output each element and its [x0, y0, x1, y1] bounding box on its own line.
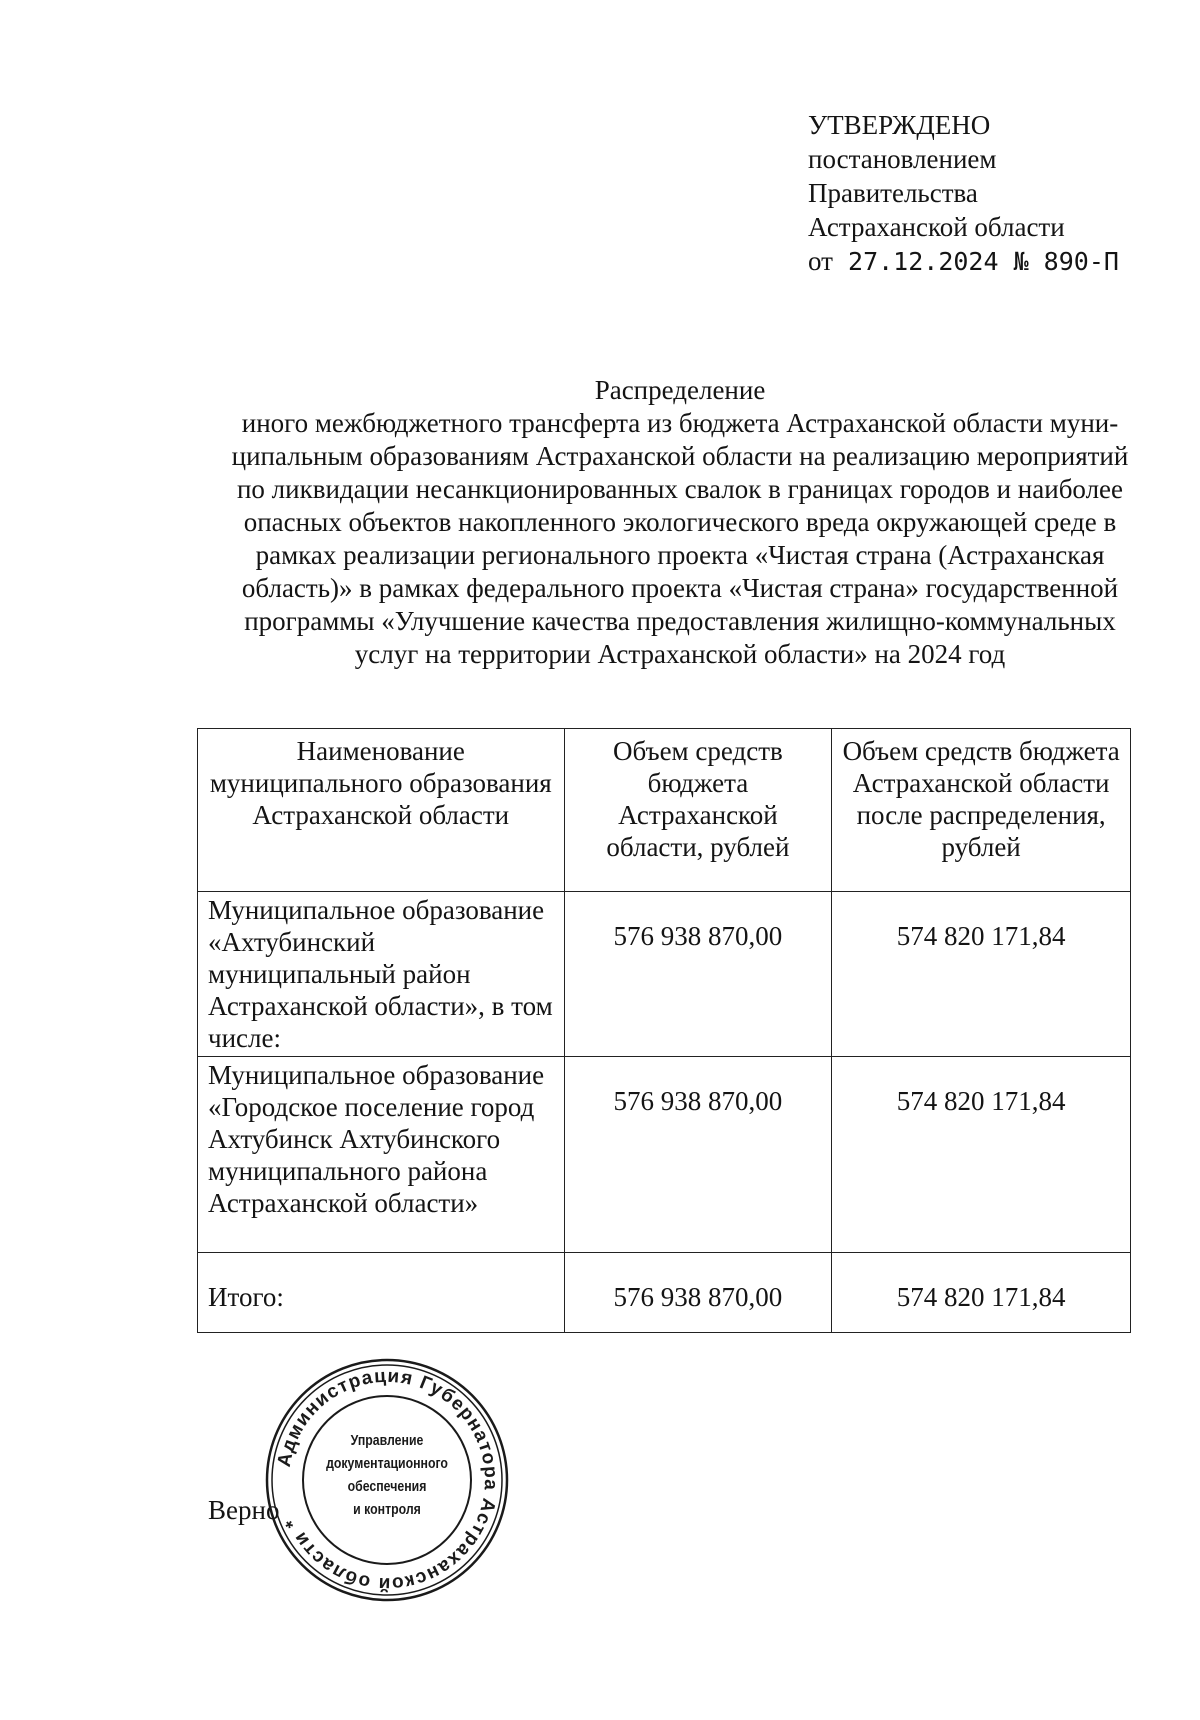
approval-date-line [808, 244, 1119, 279]
row-after-value: 574 820 171,84 [832, 1057, 1131, 1253]
row-municipality-name: Муниципальное образование «Ахтубинский муниципальный район Астраханской области», в том числе: [198, 892, 565, 1057]
table-header-row [198, 729, 1131, 892]
title-line: опасных объектов накопленного экологического вреда окружающей среде в [243, 507, 1117, 537]
row-budget-value: 576 938 870,00 [564, 892, 832, 1057]
stamp-center-text [319, 1429, 455, 1521]
title-line: услуг на территории Астраханской области» на 2024 год [354, 639, 1006, 669]
stamp-ring-text: Администрация Губернатора Астраханской области * [273, 1365, 502, 1595]
approval-status: УТВЕРЖДЕНО [808, 110, 991, 140]
approval-line-2: Правительства [808, 178, 978, 208]
header-budget: Объем средств бюджета Астраханской области, рублей [564, 729, 832, 892]
row-municipality-name: Муниципальное образование «Городское поселение город Ахтубинск Ахтубинского муниципального района Астраханской области» [198, 1057, 565, 1253]
approval-date-number: 27.12.2024 № 890-П [848, 247, 1119, 276]
table-total-row [198, 1253, 1131, 1333]
row-after-value: 574 820 171,84 [832, 892, 1131, 1057]
total-after-value: 574 820 171,84 [832, 1253, 1131, 1333]
title-line: рамках реализации регионального проекта «Чистая страна (Астраханская [255, 540, 1105, 570]
stamp-center-line: обеспечения [347, 1478, 427, 1495]
approval-line-1: постановлением [808, 144, 997, 174]
approval-block [808, 108, 1119, 279]
title-line: программы «Улучшение качества предоставления жилищно-коммунальных [244, 606, 1116, 636]
stamp-center-line: Управление [350, 1432, 424, 1449]
official-stamp [264, 1357, 510, 1603]
verno-label: Верно [208, 1495, 280, 1525]
stamp-center-line: и контроля [353, 1501, 421, 1518]
distribution-table [197, 728, 1131, 1333]
table-row [198, 892, 1131, 1057]
table-row [198, 1057, 1131, 1253]
title-line: область)» в рамках федерального проекта «Чистая страна» государственной [241, 573, 1119, 603]
title-heading: Распределение [594, 375, 766, 405]
stamp-center-line: документационного [326, 1455, 448, 1472]
row-budget-value: 576 938 870,00 [564, 1057, 832, 1253]
total-budget-value: 576 938 870,00 [564, 1253, 832, 1333]
header-after-distribution: Объем средств бюджета Астраханской области после распределения, рублей [832, 729, 1131, 892]
approval-line-3: Астраханской области [808, 212, 1065, 242]
title-line: по ликвидации несанкционированных свалок в границах городов и наиболее [236, 474, 1124, 504]
document-title [190, 374, 1170, 671]
approval-date-prefix: от [808, 246, 833, 276]
title-line: иного межбюджетного трансферта из бюджета Астраханской области муни- [241, 408, 1119, 438]
header-municipality: Наименование муниципального образования Астраханской области [198, 729, 565, 892]
title-line: ципальным образованиям Астраханской области на реализацию мероприятий [231, 441, 1129, 471]
total-label: Итого: [198, 1253, 565, 1333]
